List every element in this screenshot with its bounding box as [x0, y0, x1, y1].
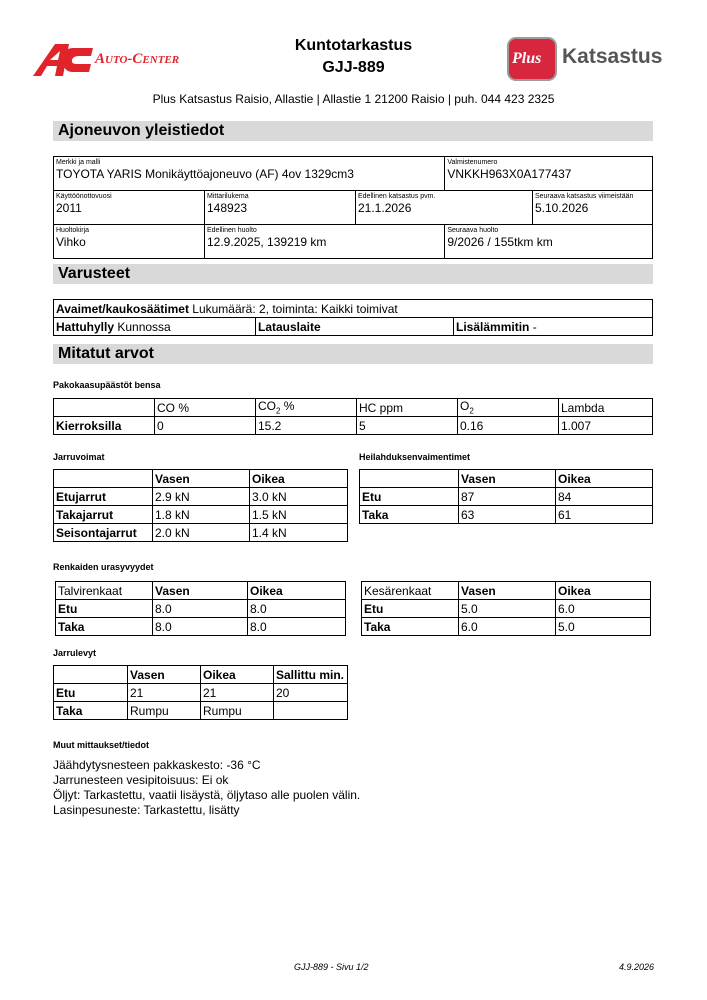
co2-text: CO	[258, 399, 276, 414]
summer-tyres-table	[361, 581, 651, 636]
shocks-row-label: Taka	[360, 506, 459, 524]
winter-tyres-header: Talvirenkaat	[56, 582, 153, 600]
brakes-value: 1.4 kN	[250, 524, 348, 542]
tyre-value: 6.0	[459, 618, 556, 636]
disc-value: Rumpu	[201, 702, 274, 720]
discs-header-right: Oikea	[201, 666, 274, 684]
shocks-title: Heilahduksenvaimentimet	[359, 452, 471, 462]
emissions-table	[53, 398, 653, 435]
print-date: 4.9.2026	[619, 962, 655, 972]
brakes-header-right: Oikea	[250, 470, 348, 488]
brakes-value: 3.0 kN	[250, 488, 348, 506]
emissions-header-co2	[256, 399, 357, 417]
shocks-value: 63	[459, 506, 556, 524]
emissions-lambda: 1.007	[559, 417, 653, 435]
brakes-value: 2.9 kN	[153, 488, 250, 506]
tyre-value: 8.0	[153, 618, 248, 636]
brakes-row-label: Etujarrut	[54, 488, 153, 506]
shocks-header-right: Oikea	[556, 470, 653, 488]
next-service-label: Seuraava huolto	[447, 227, 499, 234]
summer-tyres-header: Kesärenkaat	[362, 582, 459, 600]
document-title: Kuntotarkastus	[294, 37, 413, 54]
vin-value: VNKKH963X0A177437	[447, 167, 572, 181]
emissions-header-co: CO %	[155, 399, 256, 417]
katsastus-logo-text: Katsastus	[562, 45, 663, 68]
note-line: Jäähdytysnesteen pakkaskesto: -36 °C	[53, 758, 261, 772]
winter-tyres-table	[55, 581, 346, 636]
page-number: GJJ-889 - Sivu 1/2	[294, 962, 369, 972]
auto-center-logo-text: Auto-Center	[95, 51, 180, 67]
summer-header-right: Oikea	[556, 582, 651, 600]
vin-label: Valmistenumero	[447, 159, 498, 166]
emissions-co: 0	[155, 417, 256, 435]
discs-table	[53, 665, 348, 720]
note-line: Öljyt: Tarkastettu, vaatii lisäystä, öljytaso alle puolen välin.	[53, 788, 361, 802]
plus-logo-mark: Plus	[512, 50, 542, 67]
keys-value: Lukumäärä: 2, toiminta: Kaikki toimivat	[188, 301, 398, 316]
other-title: Muut mittaukset/tiedot	[53, 740, 149, 750]
year-label: Käyttöönottovuosi	[56, 193, 112, 200]
disc-value: Rumpu	[128, 702, 201, 720]
last-inspection-label: Edellinen katsastus pvm.	[358, 193, 436, 200]
section-equipment	[53, 264, 653, 284]
shelf-label: Hattuhylly	[56, 319, 115, 334]
last-service-label: Edellinen huolto	[207, 227, 257, 234]
equipment-table	[53, 299, 653, 336]
tyre-row-label: Taka	[362, 618, 459, 636]
emissions-title: Pakokaasupäästöt bensa	[53, 380, 161, 390]
plate-number: GJJ-889	[322, 59, 385, 76]
next-inspection-value: 5.10.2026	[534, 201, 589, 215]
o2-sub: 2	[469, 406, 474, 416]
discs-header-min: Sallittu min.	[274, 666, 348, 684]
discs-header-left: Vasen	[128, 666, 201, 684]
shocks-value: 87	[459, 488, 556, 506]
brakes-value: 1.5 kN	[250, 506, 348, 524]
vehicle-info-table	[53, 156, 653, 259]
o2-text: O	[460, 399, 470, 414]
shelf-value: Kunnossa	[114, 319, 171, 334]
odometer-label: Mittarilukema	[207, 193, 249, 200]
disc-value: 21	[128, 684, 201, 702]
keys-label: Avaimet/kaukosäätimet	[56, 301, 189, 316]
emissions-o2: 0.16	[458, 417, 559, 435]
charger-label: Latauslaite	[258, 319, 321, 334]
emissions-hc: 5	[357, 417, 458, 435]
emissions-header-hc: HC ppm	[357, 399, 458, 417]
discs-title: Jarrulevyt	[53, 648, 97, 658]
brakes-value: 2.0 kN	[153, 524, 250, 542]
brakes-table	[53, 469, 348, 542]
other-notes	[53, 758, 360, 818]
emissions-header-lambda: Lambda	[559, 399, 653, 417]
section-measured-title: Mitatut arvot	[58, 345, 154, 362]
heater-value: -	[529, 319, 537, 334]
next-service-value: 9/2026 / 155tkm km	[447, 235, 553, 249]
tyre-row-label: Etu	[362, 600, 459, 618]
tyre-value: 6.0	[556, 600, 651, 618]
heater-label: Lisälämmitin	[456, 319, 530, 334]
co2-unit: %	[280, 399, 295, 414]
plus-katsastus-logo	[506, 36, 676, 82]
make-value: TOYOTA YARIS Monikäyttöajoneuvo (AF) 4ov 1329cm3	[56, 167, 354, 181]
note-line: Lasinpesuneste: Tarkastettu, lisätty	[53, 803, 240, 817]
tyre-value: 5.0	[459, 600, 556, 618]
brakes-row-label: Takajarrut	[54, 506, 153, 524]
shocks-value: 61	[556, 506, 653, 524]
emissions-co2: 15.2	[256, 417, 357, 435]
tyre-row-label: Taka	[56, 618, 153, 636]
emissions-header-o2	[458, 399, 559, 417]
section-general	[53, 121, 653, 141]
service-book-label: Huoltokirja	[56, 227, 90, 234]
disc-value: 21	[201, 684, 274, 702]
tyre-value: 8.0	[248, 600, 346, 618]
note-line: Jarrunesteen vesipitoisuus: Ei ok	[53, 773, 229, 787]
brakes-header-left: Vasen	[153, 470, 250, 488]
tyre-row-label: Etu	[56, 600, 153, 618]
section-general-title: Ajoneuvon yleistiedot	[58, 122, 225, 139]
winter-header-left: Vasen	[153, 582, 248, 600]
last-service-value: 12.9.2025, 139219 km	[207, 235, 327, 249]
shocks-row-label: Etu	[360, 488, 459, 506]
brakes-row-label: Seisontajarrut	[54, 524, 153, 542]
emissions-row-label: Kierroksilla	[54, 417, 155, 435]
section-measured	[53, 344, 653, 364]
year-value: 2011	[56, 201, 82, 215]
brakes-value: 1.8 kN	[153, 506, 250, 524]
co2-sub: 2	[276, 406, 281, 416]
summer-header-left: Vasen	[459, 582, 556, 600]
tyre-value: 8.0	[153, 600, 248, 618]
shocks-table	[359, 469, 653, 524]
shocks-header-left: Vasen	[459, 470, 556, 488]
address-line: Plus Katsastus Raisio, Allastie | Allastie 1 21200 Raisio | puh. 044 423 2325	[152, 92, 555, 106]
tyre-value: 8.0	[248, 618, 346, 636]
section-equipment-title: Varusteet	[58, 265, 131, 282]
tyre-value: 5.0	[556, 618, 651, 636]
winter-header-right: Oikea	[248, 582, 346, 600]
last-inspection-value: 21.1.2026	[358, 201, 412, 215]
next-inspection-label: Seuraava katsastus viimeistään	[534, 193, 634, 200]
discs-row-label: Taka	[54, 702, 128, 720]
odometer-value: 148923	[207, 201, 248, 215]
tyres-title: Renkaiden urasyvyydet	[53, 562, 154, 572]
make-label: Merkki ja malli	[56, 159, 101, 166]
brakes-title: Jarruvoimat	[53, 452, 105, 462]
service-book-value: Vihko	[56, 235, 86, 249]
shocks-value: 84	[556, 488, 653, 506]
disc-value: 20	[274, 684, 348, 702]
discs-row-label: Etu	[54, 684, 128, 702]
